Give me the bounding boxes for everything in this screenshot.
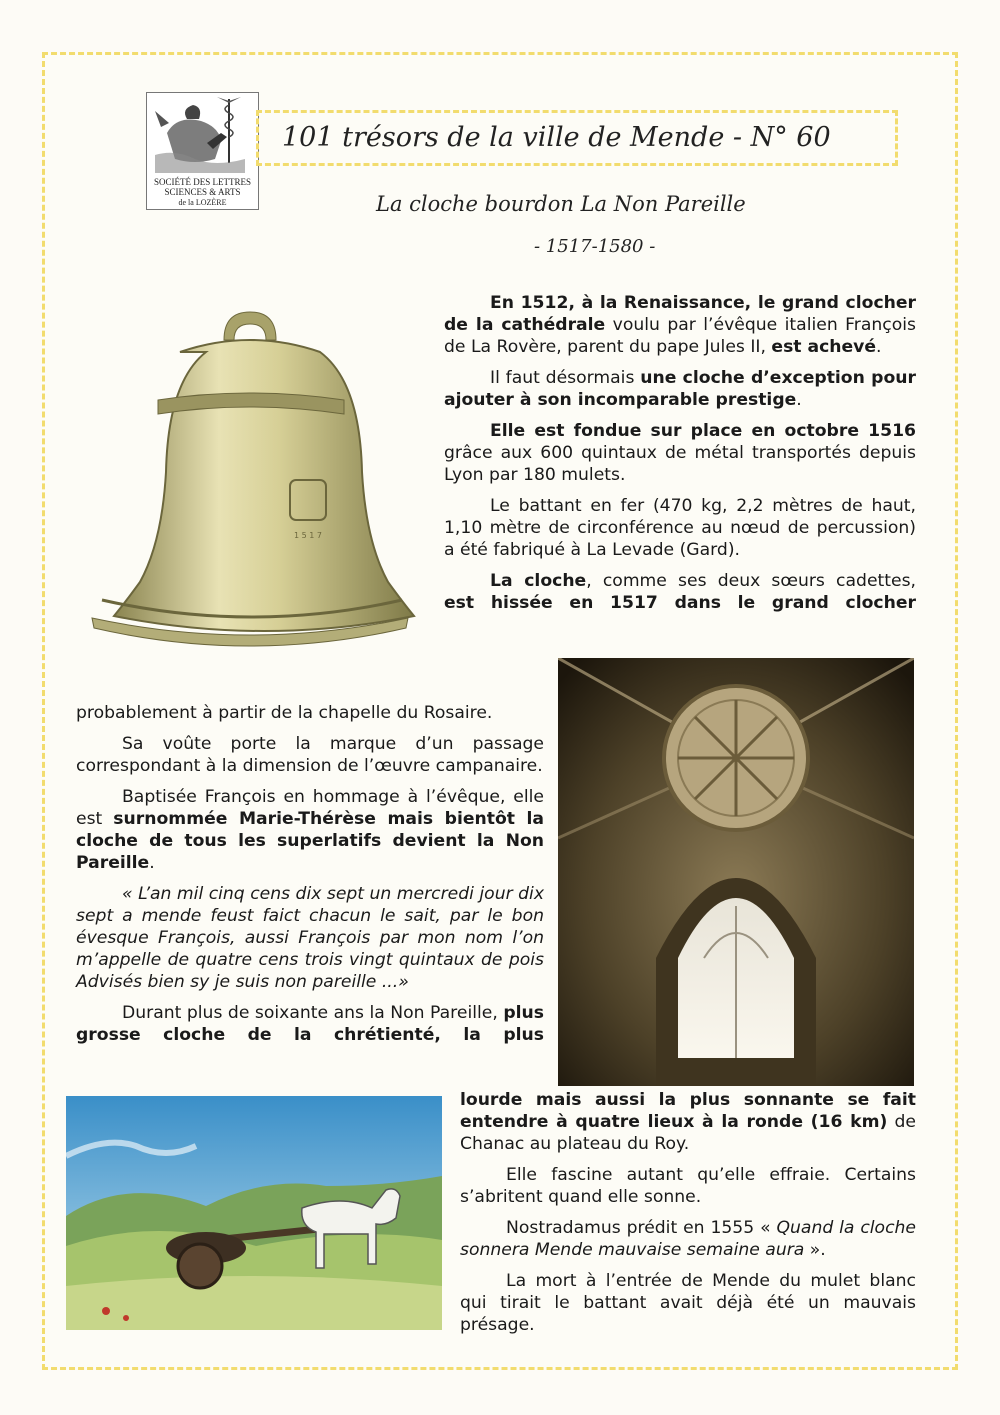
date-range: - 1517-1580 - [534, 236, 656, 257]
paragraph: Le battant en fer (470 kg, 2,2 mètres de haut, 1,10 mètre de circonférence au nœud de percussion) a été fabriqué à La Levade (Gard). [444, 496, 916, 560]
paragraph [460, 1089, 916, 1155]
mule-illustration [66, 1096, 442, 1330]
article-title: La cloche bourdon La Non Pareille [376, 192, 746, 216]
society-logo [146, 92, 259, 210]
paragraph: Sa voûte porte la marque d’un passage correspondant à la dimension de l’œuvre campanaire. [76, 734, 544, 776]
bold-text: plus grosse cloche de la chrétienté, la plus [76, 1003, 544, 1045]
text: Durant plus de soixante ans la Non Pareille, [122, 1003, 504, 1023]
paragraph: La mort à l’entrée de Mende du mulet blanc qui tirait le battant avait déjà été un mauvais présage. [460, 1271, 916, 1335]
quote-paragraph: « L’an mil cinq cens dix sept un mercredi jour dix sept a mende feust faict chacun le sait, par le bon évesque François, aussi François par mon nom l’on m’appelle de quatre cens trois vingt quintaux de pois Advisés bien sy je suis non pareille ...» [76, 884, 544, 992]
bell-illustration [62, 300, 422, 665]
text: ». [804, 1240, 826, 1260]
page-title: 101 trésors de la ville de Mende - N° 60 [282, 122, 831, 153]
bell-inscription: 1 5 1 7 [294, 531, 322, 540]
text-column-2 [76, 702, 544, 1055]
text: voulu par l’évêque italien François de La Rovère, parent du pape Jules II, [444, 315, 916, 357]
paragraph [444, 570, 916, 614]
text: Baptisée François en hommage à l’évêque, elle est [76, 787, 544, 829]
hermes-logo-icon [147, 93, 258, 177]
text-column-1 [444, 292, 916, 623]
bold-text: En 1512, à la Renaissance, le grand clocher de la cathédrale [444, 293, 916, 335]
logo-line: SCIENCES & ARTS [164, 187, 241, 197]
italic-text: Quand la cloche sonnera Mende mauvaise semaine aura [460, 1218, 916, 1260]
paragraph [444, 367, 916, 411]
paragraph [76, 786, 544, 874]
paragraph [460, 1217, 916, 1261]
text: de Chanac au plateau du Roy. [460, 1112, 916, 1154]
paragraph: Elle fascine autant qu’elle effraie. Certains s’abritent quand elle sonne. [460, 1165, 916, 1207]
text: . [796, 390, 802, 410]
text: , comme ses deux sœurs cadettes, [586, 571, 916, 591]
text: . [876, 337, 882, 357]
bold-text: lourde mais aussi la plus sonnante se fait entendre à quatre lieux à la ronde (16 km) [460, 1090, 916, 1132]
paragraph [444, 292, 916, 358]
text-column-3 [460, 1089, 916, 1345]
bold-text: Elle est fondue sur place en octobre 1516 [490, 421, 916, 441]
text: Nostradamus prédit en 1555 « [506, 1218, 777, 1238]
bold-text: La cloche [490, 571, 587, 591]
text: . [149, 853, 155, 873]
bold-text: une cloche d’exception pour ajouter à son incomparable prestige [444, 368, 916, 410]
logo-line: SOCIÉTÉ DES LETTRES [154, 177, 251, 187]
text: grâce aux 600 quintaux de métal transportés depuis Lyon par 180 mulets. [444, 443, 916, 485]
bold-text: est hissée en 1517 dans le grand clocher [444, 593, 916, 613]
bold-text: est achevé [771, 337, 877, 357]
logo-line: de la LOZÈRE [178, 198, 227, 207]
paragraph [444, 420, 916, 486]
paragraph [76, 1002, 544, 1046]
paragraph: probablement à partir de la chapelle du Rosaire. [76, 703, 493, 723]
vault-photo [558, 658, 914, 1086]
text: Il faut désormais [490, 368, 641, 388]
bold-text: surnommée Marie-Thérèse mais bientôt la cloche de tous les superlatifs devient la Non Pareille [76, 809, 544, 873]
